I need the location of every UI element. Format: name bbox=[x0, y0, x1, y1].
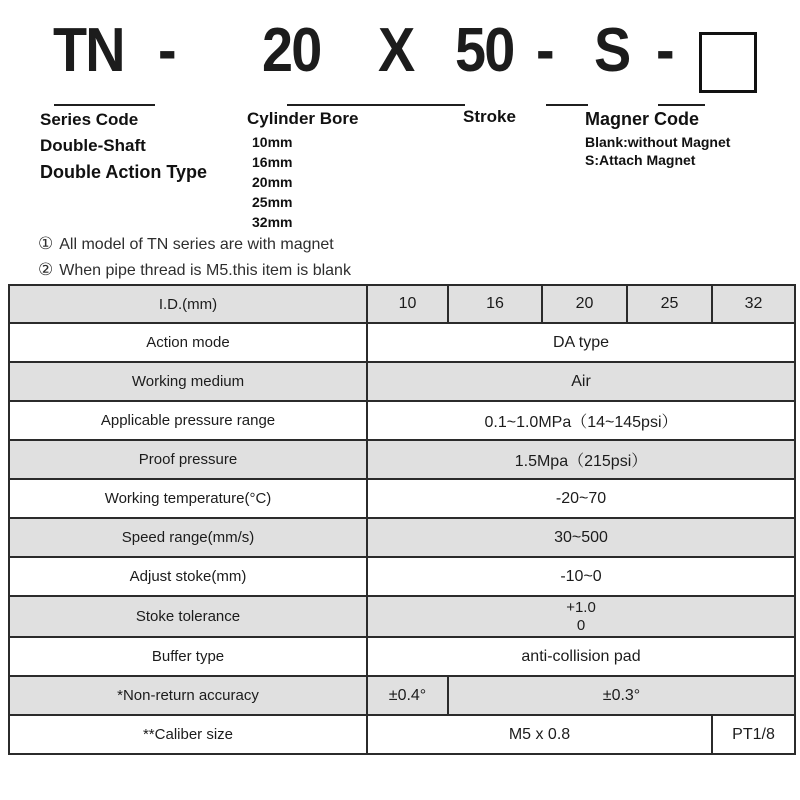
series-code-desc-1: Double-Shaft bbox=[40, 136, 146, 155]
row-value-tolerance bbox=[367, 596, 795, 637]
row-value: 30~500 bbox=[367, 518, 795, 557]
table-row-buffer-type bbox=[9, 637, 795, 676]
table-row-working-temperature bbox=[9, 479, 795, 518]
note-1-marker: ① bbox=[38, 234, 54, 253]
magner-code-desc-2: S:Attach Magnet bbox=[585, 152, 696, 168]
row-label: Applicable pressure range bbox=[9, 401, 367, 440]
underline-series bbox=[54, 104, 155, 106]
header-label: I.D.(mm) bbox=[9, 285, 367, 323]
header-col-10: 10 bbox=[367, 285, 448, 323]
row-value: 1.5Mpa（215psi） bbox=[367, 440, 795, 479]
table-row-action-mode bbox=[9, 323, 795, 362]
bore-option: 16mm bbox=[252, 154, 293, 170]
series-code-desc-2: Double Action Type bbox=[40, 162, 208, 182]
row-value: 0.1~1.0MPa（14~145psi） bbox=[367, 401, 795, 440]
model-series-text: TN bbox=[53, 16, 124, 85]
model-multiplier-text: X bbox=[378, 16, 414, 85]
stroke-title: Stroke bbox=[463, 107, 516, 126]
table-row-non-return-accuracy bbox=[9, 676, 795, 715]
model-separator-2: - bbox=[536, 16, 553, 85]
row-label: Speed range(mm/s) bbox=[9, 518, 367, 557]
table-row-pressure-range bbox=[9, 401, 795, 440]
cylinder-bore-title: Cylinder Bore bbox=[247, 109, 359, 128]
row-value-bore32: PT1/8 bbox=[712, 715, 795, 754]
bore-option: 20mm bbox=[252, 174, 293, 190]
note-2-marker: ② bbox=[38, 260, 54, 279]
row-value: -10~0 bbox=[367, 557, 795, 596]
header-col-16: 16 bbox=[448, 285, 542, 323]
model-separator-3: - bbox=[656, 16, 673, 85]
magnet-code-placeholder-box bbox=[699, 32, 757, 93]
magner-code-title: Magner Code bbox=[585, 109, 700, 129]
bore-option: 32mm bbox=[252, 214, 293, 230]
note-1 bbox=[38, 234, 334, 254]
model-code-section bbox=[0, 0, 800, 284]
row-value: anti-collision pad bbox=[367, 637, 795, 676]
cylinder-bore-options bbox=[252, 132, 292, 232]
underline-magnet bbox=[546, 104, 588, 106]
row-value-bore10-25: M5 x 0.8 bbox=[367, 715, 712, 754]
tolerance-upper: +1.0 bbox=[566, 599, 596, 617]
underline-code-box bbox=[658, 104, 705, 106]
bore-option: 10mm bbox=[252, 134, 293, 150]
underline-bore-stroke bbox=[287, 104, 465, 106]
note-2-text: When pipe thread is M5.this item is blank bbox=[59, 262, 351, 279]
table-row-stoke-tolerance bbox=[9, 596, 795, 637]
header-col-32: 32 bbox=[712, 285, 795, 323]
table-row-adjust-stoke bbox=[9, 557, 795, 596]
note-1-text: All model of TN series are with magnet bbox=[59, 236, 334, 253]
row-label: **Caliber size bbox=[9, 715, 367, 754]
row-label: *Non-return accuracy bbox=[9, 676, 367, 715]
row-value: Air bbox=[367, 362, 795, 401]
table-row-speed-range bbox=[9, 518, 795, 557]
row-label: Stoke tolerance bbox=[9, 596, 367, 637]
table-row-header bbox=[9, 285, 795, 323]
row-value: -20~70 bbox=[367, 479, 795, 518]
row-label: Working temperature(°C) bbox=[9, 479, 367, 518]
row-label: Buffer type bbox=[9, 637, 367, 676]
tolerance-lower: 0 bbox=[576, 616, 586, 634]
row-value-bore16-32: ±0.3° bbox=[448, 676, 795, 715]
row-value: DA type bbox=[367, 323, 795, 362]
table-row-proof-pressure bbox=[9, 440, 795, 479]
model-magnet-text: S bbox=[594, 16, 630, 85]
spec-table bbox=[8, 284, 796, 755]
note-2 bbox=[38, 260, 351, 280]
series-code-title: Series Code bbox=[40, 110, 139, 129]
model-bore-text: 20 bbox=[262, 16, 321, 85]
table-row-working-medium bbox=[9, 362, 795, 401]
model-stroke-text: 50 bbox=[455, 16, 514, 85]
bore-option: 25mm bbox=[252, 194, 293, 210]
row-label: Adjust stoke(mm) bbox=[9, 557, 367, 596]
header-col-20: 20 bbox=[542, 285, 627, 323]
row-label: Working medium bbox=[9, 362, 367, 401]
header-col-25: 25 bbox=[627, 285, 712, 323]
table-row-caliber-size bbox=[9, 715, 795, 754]
row-label: Action mode bbox=[9, 323, 367, 362]
magner-code-desc-1: Blank:without Magnet bbox=[585, 134, 731, 150]
model-separator-1: - bbox=[158, 16, 175, 85]
row-label: Proof pressure bbox=[9, 440, 367, 479]
row-value-bore10: ±0.4° bbox=[367, 676, 448, 715]
